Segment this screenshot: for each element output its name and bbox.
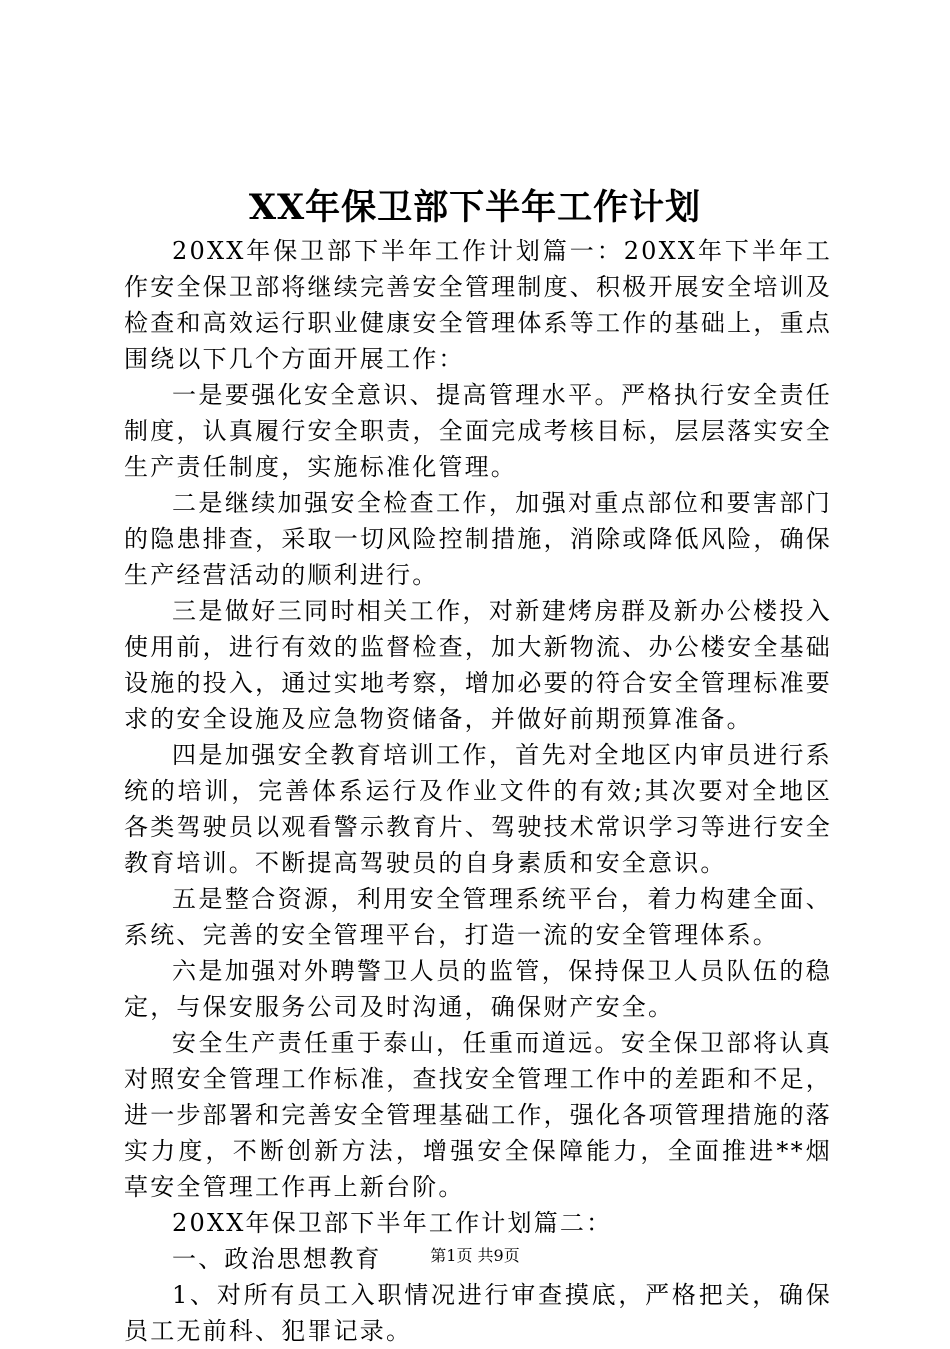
paragraph: 四是加强安全教育培训工作，首先对全地区内审员进行系统的培训，完善体系运行及作业文件的有效;其次要对全地区各类驾驶员以观看警示教育片、驾驶技术常识学习等进行安全教育培训。不断提高驾驶员的自身素质和安全意识。 [124, 741, 832, 877]
paragraph: 三是做好三同时相关工作，对新建烤房群及新办公楼投入使用前，进行有效的监督检查，加大新物流、办公楼安全基础设施的投入，通过实地考察，增加必要的符合安全管理标准要求的安全设施及应急物资储备，并做好前期预算准备。 [124, 597, 832, 733]
paragraph: 1、对所有员工入职情况进行审查摸底，严格把关，确保员工无前科、犯罪记录。 [124, 1281, 832, 1345]
paragraph: 20XX年保卫部下半年工作计划篇二： [172, 1209, 613, 1237]
paragraph: 六是加强对外聘警卫人员的监管，保持保卫人员队伍的稳定，与保安服务公司及时沟通，确保财产安全。 [124, 957, 832, 1021]
paragraph: 安全生产责任重于泰山，任重而道远。安全保卫部将认真对照安全管理工作标准，查找安全管理工作中的差距和不足，进一步部署和完善安全管理基础工作，强化各项管理措施的落实力度，不断创新方法，增强安全保障能力，全面推进**烟草安全管理工作再上新台阶。 [124, 1029, 832, 1201]
paragraph: 一是要强化安全意识、提高管理水平。严格执行安全责任制度，认真履行安全职责，全面完成考核目标，层层落实安全生产责任制度，实施标准化管理。 [124, 381, 832, 481]
paragraph: 20XX年保卫部下半年工作计划篇一：20XX年下半年工作安全保卫部将继续完善安全管理制度、积极开展安全培训及检查和高效运行职业健康安全管理体系等工作的基础上，重点围绕以下几个方面开展工作： [124, 237, 832, 373]
document-body [124, 233, 832, 1349]
paragraph: 五是整合资源，利用安全管理系统平台，着力构建全面、系统、完善的安全管理平台，打造一流的安全管理体系。 [124, 885, 832, 949]
document-title: XX年保卫部下半年工作计划 [248, 187, 702, 228]
paragraph: 二是继续加强安全检查工作，加强对重点部位和要害部门的隐患排查，采取一切风险控制措施，消除或降低风险，确保生产经营活动的顺利进行。 [124, 489, 832, 589]
paragraph: 一、政治思想教育 [172, 1245, 382, 1273]
page-number-footer: 第1页 共9页 [430, 1246, 520, 1265]
